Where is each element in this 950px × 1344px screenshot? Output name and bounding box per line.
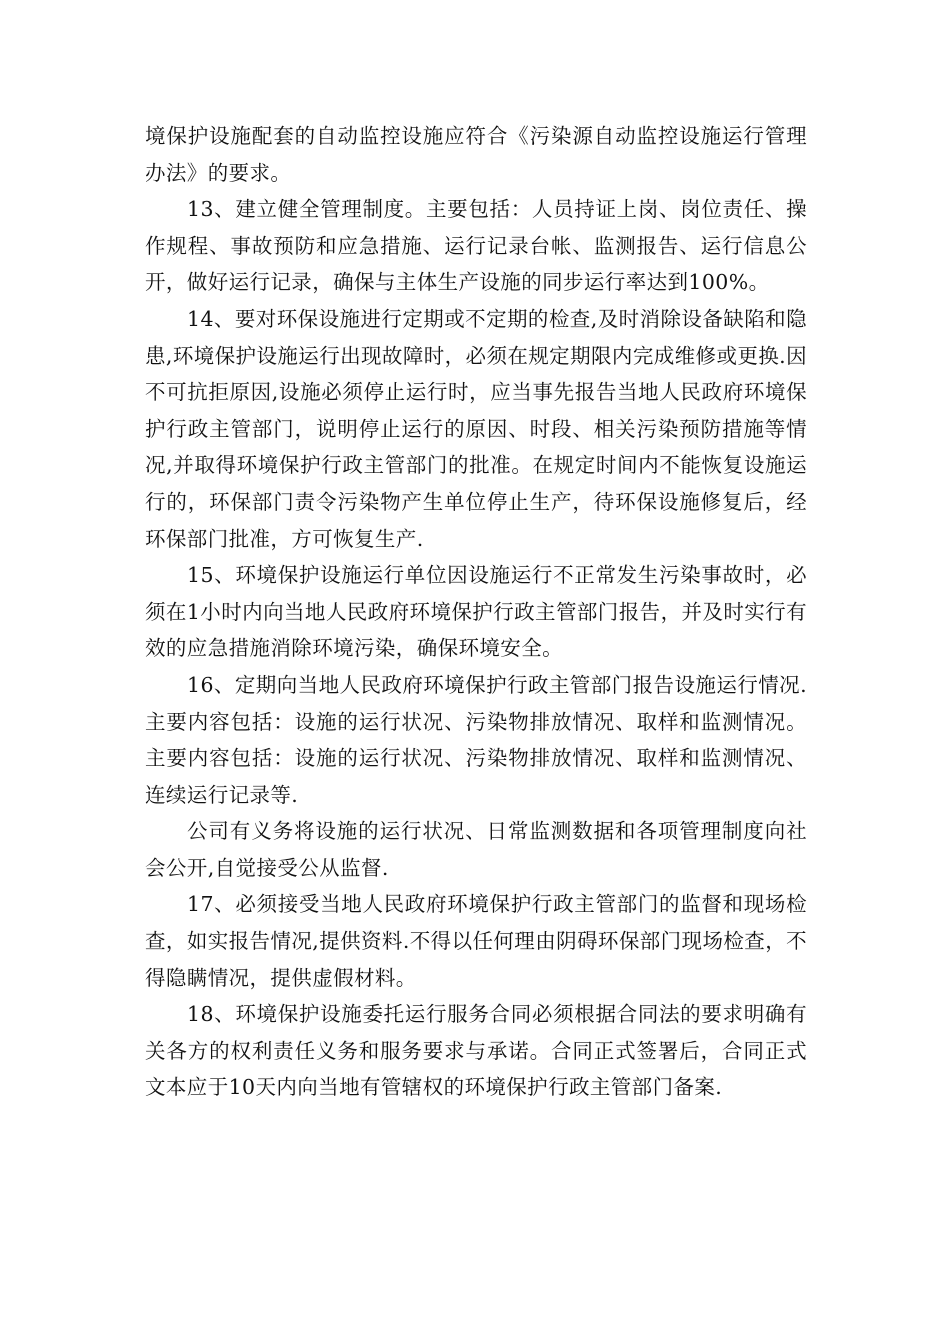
paragraph-continuation: 境保护设施配套的自动监控设施应符合《污染源自动监控设施运行管理办法》的要求。 (145, 124, 807, 185)
paragraph-item-18: 18、环境保护设施委托运行服务合同必须根据合同法的要求明确有关各方的权利责任义务和服务要求与承诺。合同正式签署后，合同正式文本应于10天内向当地有管辖权的环境保护行政主管部门备案. (145, 1002, 807, 1100)
paragraph-item-17: 17、必须接受当地人民政府环境保护行政主管部门的监督和现场检查，如实报告情况,提供资料.不得以任何理由阴碍环保部门现场检查，不得隐瞒情况，提供虚假材料。 (145, 892, 807, 990)
paragraph-item-16: 16、定期向当地人民政府环境保护行政主管部门报告设施运行情况.主要内容包括：设施的运行状况、污染物排放情况、取样和监测情况。主要内容包括：设施的运行状况、污染物排放情况、取样和监测情况、连续运行记录等. (145, 672, 807, 807)
paragraph-public-disclosure: 公司有义务将设施的运行状况、日常监测数据和各项管理制度向社会公开,自觉接受公从监督. (145, 819, 807, 880)
document-body (145, 118, 807, 1106)
paragraph-item-14: 14、要对环保设施进行定期或不定期的检查,及时消除设备缺陷和隐患,环境保护设施运行出现故障时，必须在规定期限内完成维修或更换.因不可抗拒原因,设施必须停止运行时，应当事先报告当地人民政府环境保护行政主管部门，说明停止运行的原因、时段、相关污染预防措施等情况,并取得环境保护行政主管部门的批准。在规定时间内不能恢复设施运行的，环保部门责令污染物产生单位停止生产，待环保设施修复后，经环保部门批准，方可恢复生产. (145, 306, 807, 551)
paragraph-item-13: 13、建立健全管理制度。主要包括：人员持证上岗、岗位责任、操作规程、事故预防和应急措施、运行记录台帐、监测报告、运行信息公开，做好运行记录，确保与主体生产设施的同步运行率达到100%。 (145, 197, 807, 295)
paragraph-item-15: 15、环境保护设施运行单位因设施运行不正常发生污染事故时，必须在1小时内向当地人民政府环境保护行政主管部门报告，并及时实行有效的应急措施消除环境污染，确保环境安全。 (145, 563, 807, 661)
